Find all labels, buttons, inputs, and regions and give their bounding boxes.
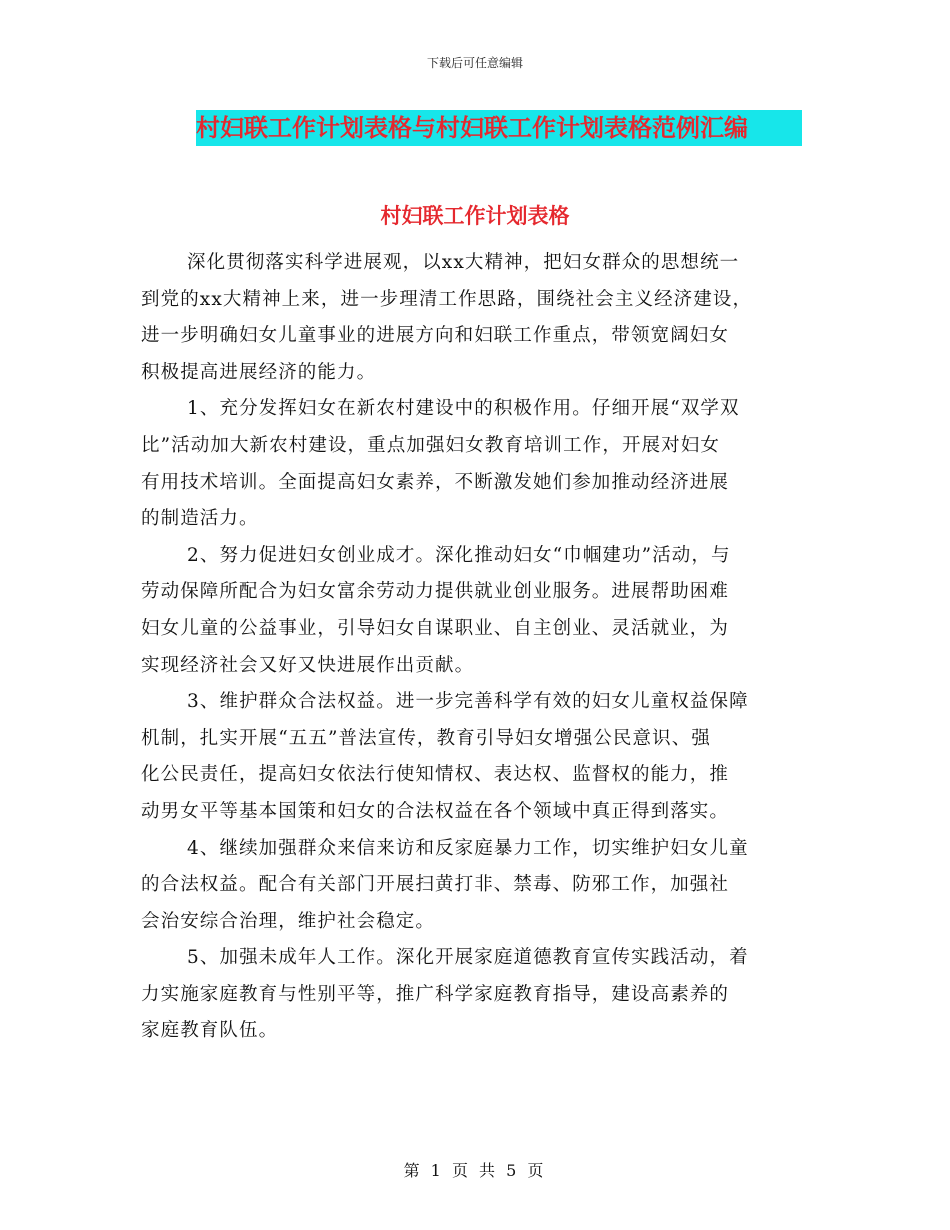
text-line: 会治安综合治理，维护社会稳定。 (141, 910, 436, 932)
text-line: 到党的xx大精神上来，进一步理清工作思路，围绕社会主义经济建设， (141, 288, 753, 310)
paragraph-item-5 (141, 940, 813, 1050)
text-line: 妇女儿童的公益事业，引导妇女自谋职业、自主创业、灵活就业，为 (141, 617, 730, 639)
text-line: 家庭教育队伍。 (141, 1020, 279, 1042)
text-line: 比”活动加大新农村建设，重点加强妇女教育培训工作，开展对妇女 (141, 434, 720, 456)
text-line: 动男女平等基本国策和妇女的合法权益在各个领域中真正得到落实。 (141, 800, 730, 822)
paragraph-item-4 (141, 831, 813, 941)
paragraph-intro (141, 245, 813, 391)
header-note: 下载后可任意编辑 (426, 56, 523, 70)
text-line: 化公民责任，提高妇女依法行使知情权、表达权、监督权的能力，推 (141, 764, 730, 786)
text-line: 劳动保障所配合为妇女富余劳动力提供就业创业服务。进展帮助困难 (141, 581, 730, 603)
section-title: 村妇联工作计划表格 (380, 203, 570, 228)
text-line: 力实施家庭教育与性别平等，推广科学家庭教育指导，建设高素养的 (141, 983, 730, 1005)
text-line: 实现经济社会又好又快进展作出贡献。 (141, 654, 475, 676)
text-line: 的制造活力。 (141, 508, 259, 530)
text-line: 4、继续加强群众来信来访和反家庭暴力工作，切实维护妇女儿童 (187, 837, 749, 859)
paragraph-item-2 (141, 538, 813, 684)
text-line: 1、充分发挥妇女在新农村建设中的积极作用。仔细开展“双学双 (187, 398, 740, 420)
page-footer: 第 1 页 共 5 页 (403, 1161, 547, 1180)
text-line: 有用技术培训。全面提高妇女素养，不断激发她们参加推动经济进展 (141, 471, 730, 493)
text-line: 2、努力促进妇女创业成才。深化推动妇女“巾帼建功”活动，与 (187, 544, 731, 566)
text-line: 机制，扎实开展“五五”普法宣传，教育引导妇女增强公民意识、强 (141, 727, 711, 749)
text-line: 进一步明确妇女儿童事业的进展方向和妇联工作重点，带领宽阔妇女 (141, 325, 730, 347)
text-line: 积极提高进展经济的能力。 (141, 361, 377, 383)
paragraph-item-1 (141, 391, 813, 537)
document-title: 村妇联工作计划表格与村妇联工作计划表格范例汇编 (196, 110, 802, 146)
text-line: 深化贯彻落实科学进展观，以xx大精神，把妇女群众的思想统一 (187, 252, 740, 273)
paragraph-item-3 (141, 684, 813, 830)
text-line: 的合法权益。配合有关部门开展扫黄打非、禁毒、防邪工作，加强社 (141, 874, 730, 896)
text-line: 5、加强未成年人工作。深化开展家庭道德教育宣传实践活动，着 (187, 947, 749, 969)
document-body (141, 245, 813, 1050)
text-line: 3、维护群众合法权益。进一步完善科学有效的妇女儿童权益保障 (187, 691, 749, 713)
